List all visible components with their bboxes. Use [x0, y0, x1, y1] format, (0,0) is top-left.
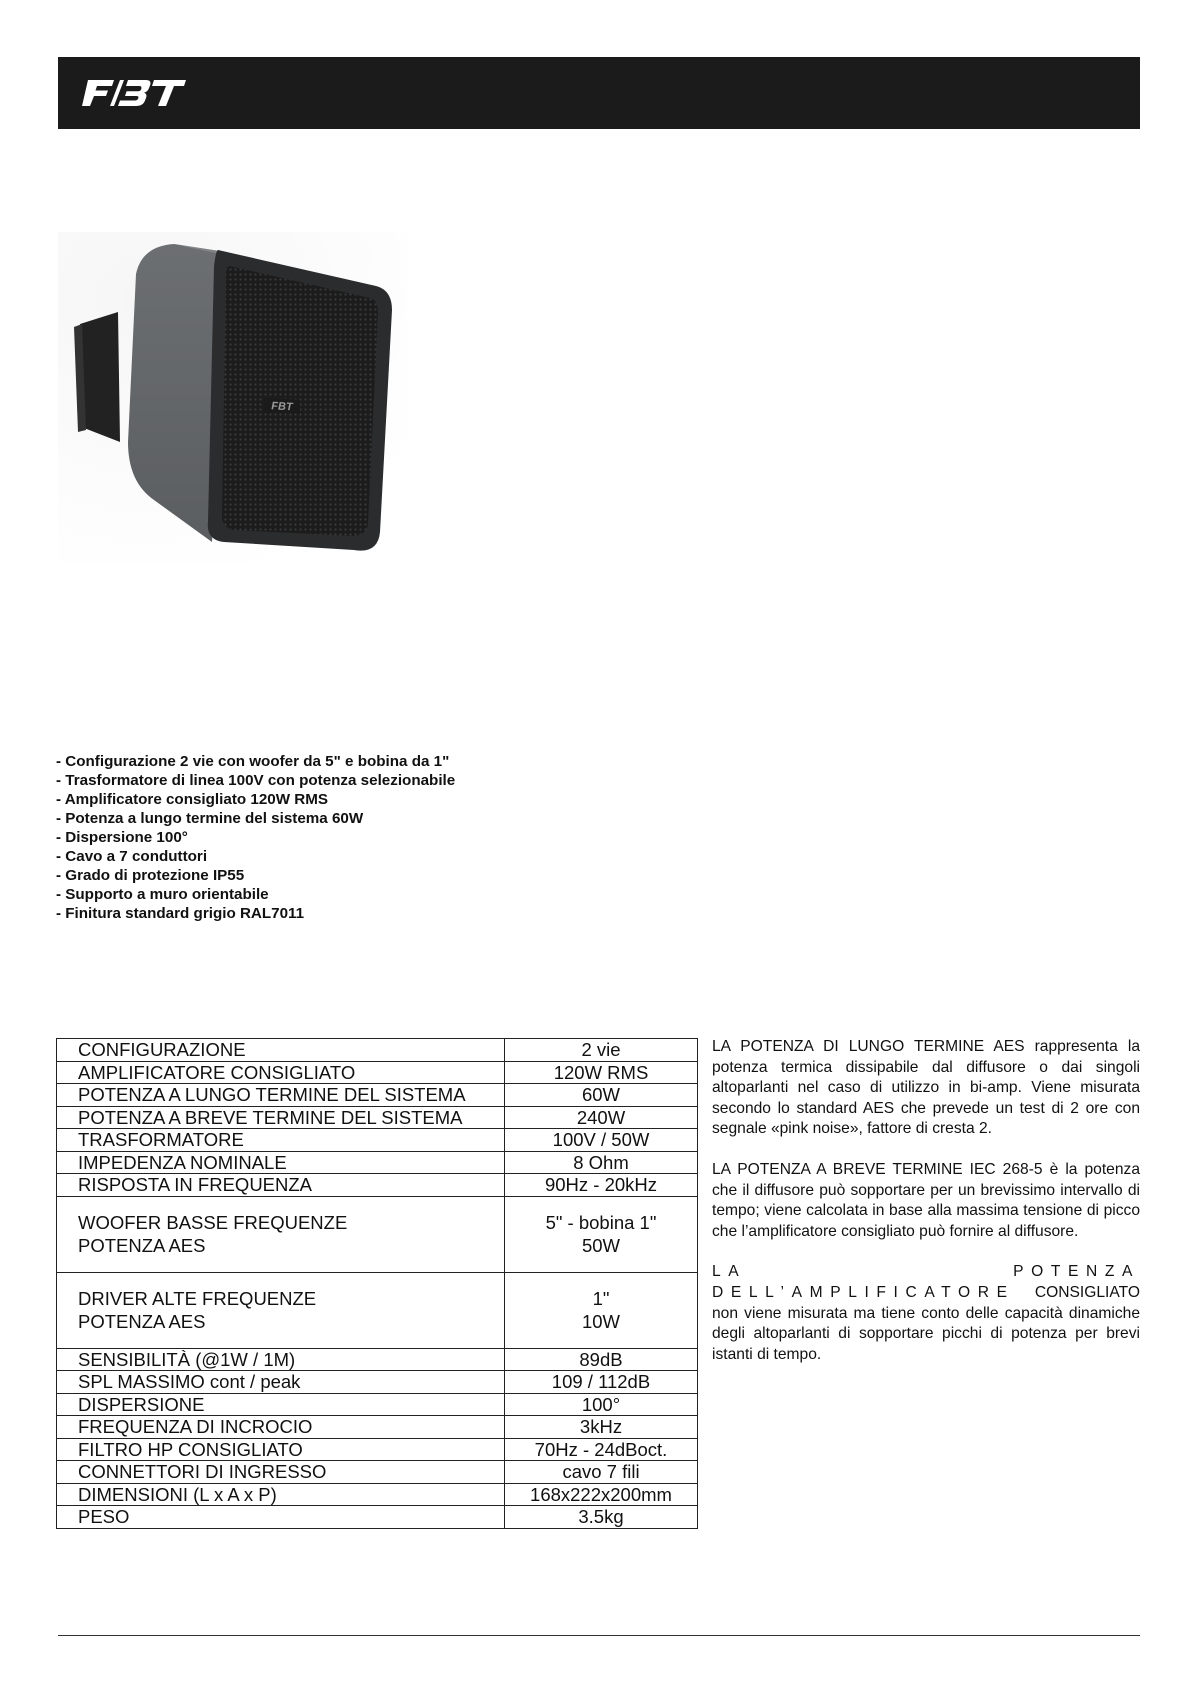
spec-value: 240W: [505, 1106, 698, 1129]
feature-item: - Amplificatore consigliato 120W RMS: [56, 791, 329, 808]
spec-row: [57, 1039, 698, 1062]
spec-value: cavo 7 fili: [505, 1461, 698, 1484]
spec-row-woofer: [57, 1196, 698, 1272]
spec-row: [57, 1438, 698, 1461]
feature-item: - Potenza a lungo termine del sistema 60W: [56, 810, 364, 827]
spec-label: IMPEDENZA NOMINALE: [57, 1151, 505, 1174]
woofer-value-cell: [505, 1196, 698, 1272]
spec-label: PESO: [57, 1506, 505, 1529]
spec-label: FREQUENZA DI INCROCIO: [57, 1416, 505, 1439]
spec-label: AMPLIFICATORE CONSIGLIATO: [57, 1061, 505, 1084]
spec-row: [57, 1151, 698, 1174]
woofer-label: WOOFER BASSE FREQUENZE: [78, 1212, 348, 1233]
feature-item: - Grado di protezione IP55: [56, 867, 245, 884]
spec-value: 109 / 112dB: [505, 1371, 698, 1394]
feature-list: [56, 752, 656, 923]
spec-row: [57, 1371, 698, 1394]
spec-value: 120W RMS: [505, 1061, 698, 1084]
spec-table: [56, 1038, 698, 1529]
spec-row: [57, 1461, 698, 1484]
spec-row: [57, 1348, 698, 1371]
driver-label: DRIVER ALTE FREQUENZE: [78, 1288, 317, 1309]
spec-row: [57, 1061, 698, 1084]
spec-label: SENSIBILITÀ (@1W / 1M): [57, 1348, 505, 1371]
woofer-power-label: POTENZA AES: [78, 1235, 206, 1256]
spec-row: [57, 1416, 698, 1439]
note-long-term-power: LA POTENZA DI LUNGO TERMINE AES rappresenta la potenza termica dissipabile dal diffusore o dai singoli altoparlanti nel caso di utilizzo in bi-amp. Viene misurata secondo lo standard AES che prevede un test di 2 ore con segnale «pink noise», fattore di cresta 2.: [712, 1038, 1140, 1138]
spec-row: [57, 1129, 698, 1152]
feature-item: - Dispersione 100°: [56, 829, 188, 846]
note-heading: LA POTENZA DELL’AMPLIFICATORE: [712, 1263, 1140, 1301]
spec-value: 8 Ohm: [505, 1151, 698, 1174]
spec-label: FILTRO HP CONSIGLIATO: [57, 1438, 505, 1461]
note-body: CONSIGLIATO non viene misurata ma tiene conto delle capacità dinamiche degli altoparlanti di sopportare picchi di potenza per brevi istanti di tempo.: [712, 1283, 1140, 1363]
spec-row: [57, 1106, 698, 1129]
spec-label: CONFIGURAZIONE: [57, 1039, 505, 1062]
spec-label: RISPOSTA IN FREQUENZA: [57, 1174, 505, 1197]
svg-text:FBT: FBT: [271, 400, 293, 414]
spec-row: [57, 1174, 698, 1197]
spec-row: [57, 1084, 698, 1107]
driver-label-cell: [57, 1272, 505, 1348]
feature-item: - Finitura standard grigio RAL7011: [56, 905, 305, 922]
footer-divider: [58, 1635, 1140, 1636]
spec-label: TRASFORMATORE: [57, 1129, 505, 1152]
spec-value: 89dB: [505, 1348, 698, 1371]
spec-row: [57, 1483, 698, 1506]
fbt-logo: [80, 69, 190, 117]
driver-power-value: 10W: [581, 1311, 621, 1332]
woofer-value: 5" - bobina 1": [545, 1212, 657, 1233]
spec-value: 168x222x200mm: [505, 1483, 698, 1506]
spec-value: 70Hz - 24dBoct.: [505, 1438, 698, 1461]
spec-value: 2 vie: [505, 1039, 698, 1062]
spec-row: [57, 1393, 698, 1416]
spec-value: 100°: [505, 1393, 698, 1416]
spec-value: 100V / 50W: [505, 1129, 698, 1152]
woofer-label-cell: [57, 1196, 505, 1272]
driver-power-label: POTENZA AES: [78, 1311, 206, 1332]
speaker-product-image: [58, 232, 408, 562]
spec-value: 3kHz: [505, 1416, 698, 1439]
spec-row-driver: [57, 1272, 698, 1348]
header-bar: [58, 57, 1140, 129]
driver-value-cell: [505, 1272, 698, 1348]
spec-label: POTENZA A LUNGO TERMINE DEL SISTEMA: [57, 1084, 505, 1107]
spec-label: CONNETTORI DI INGRESSO: [57, 1461, 505, 1484]
note-short-term-power: LA POTENZA A BREVE TERMINE IEC 268-5 è la potenza che il diffusore può sopportare per un brevissimo intervallo di tempo; viene calcolata in base alla massima tensione di picco che l’amplificatore consigliato può fornire al diffusore.: [712, 1160, 1140, 1240]
feature-item: - Supporto a muro orientabile: [56, 886, 269, 903]
spec-row: [57, 1506, 698, 1529]
spec-value: 60W: [505, 1084, 698, 1107]
spec-label: POTENZA A BREVE TERMINE DEL SISTEMA: [57, 1106, 505, 1129]
driver-value: 1": [592, 1288, 610, 1309]
spec-label: SPL MASSIMO cont / peak: [57, 1371, 505, 1394]
feature-item: - Trasformatore di linea 100V con potenza selezionabile: [56, 772, 456, 789]
woofer-power-value: 50W: [581, 1235, 621, 1256]
spec-label: DISPERSIONE: [57, 1393, 505, 1416]
feature-item: - Configurazione 2 vie con woofer da 5" e bobina da 1": [56, 753, 450, 770]
note-recommended-amplifier: [712, 1262, 1140, 1365]
spec-value: 3.5kg: [505, 1506, 698, 1529]
spec-label: DIMENSIONI (L x A x P): [57, 1483, 505, 1506]
spec-value: 90Hz - 20kHz: [505, 1174, 698, 1197]
feature-item: - Cavo a 7 conduttori: [56, 848, 208, 865]
notes-column: [712, 1037, 1140, 1385]
